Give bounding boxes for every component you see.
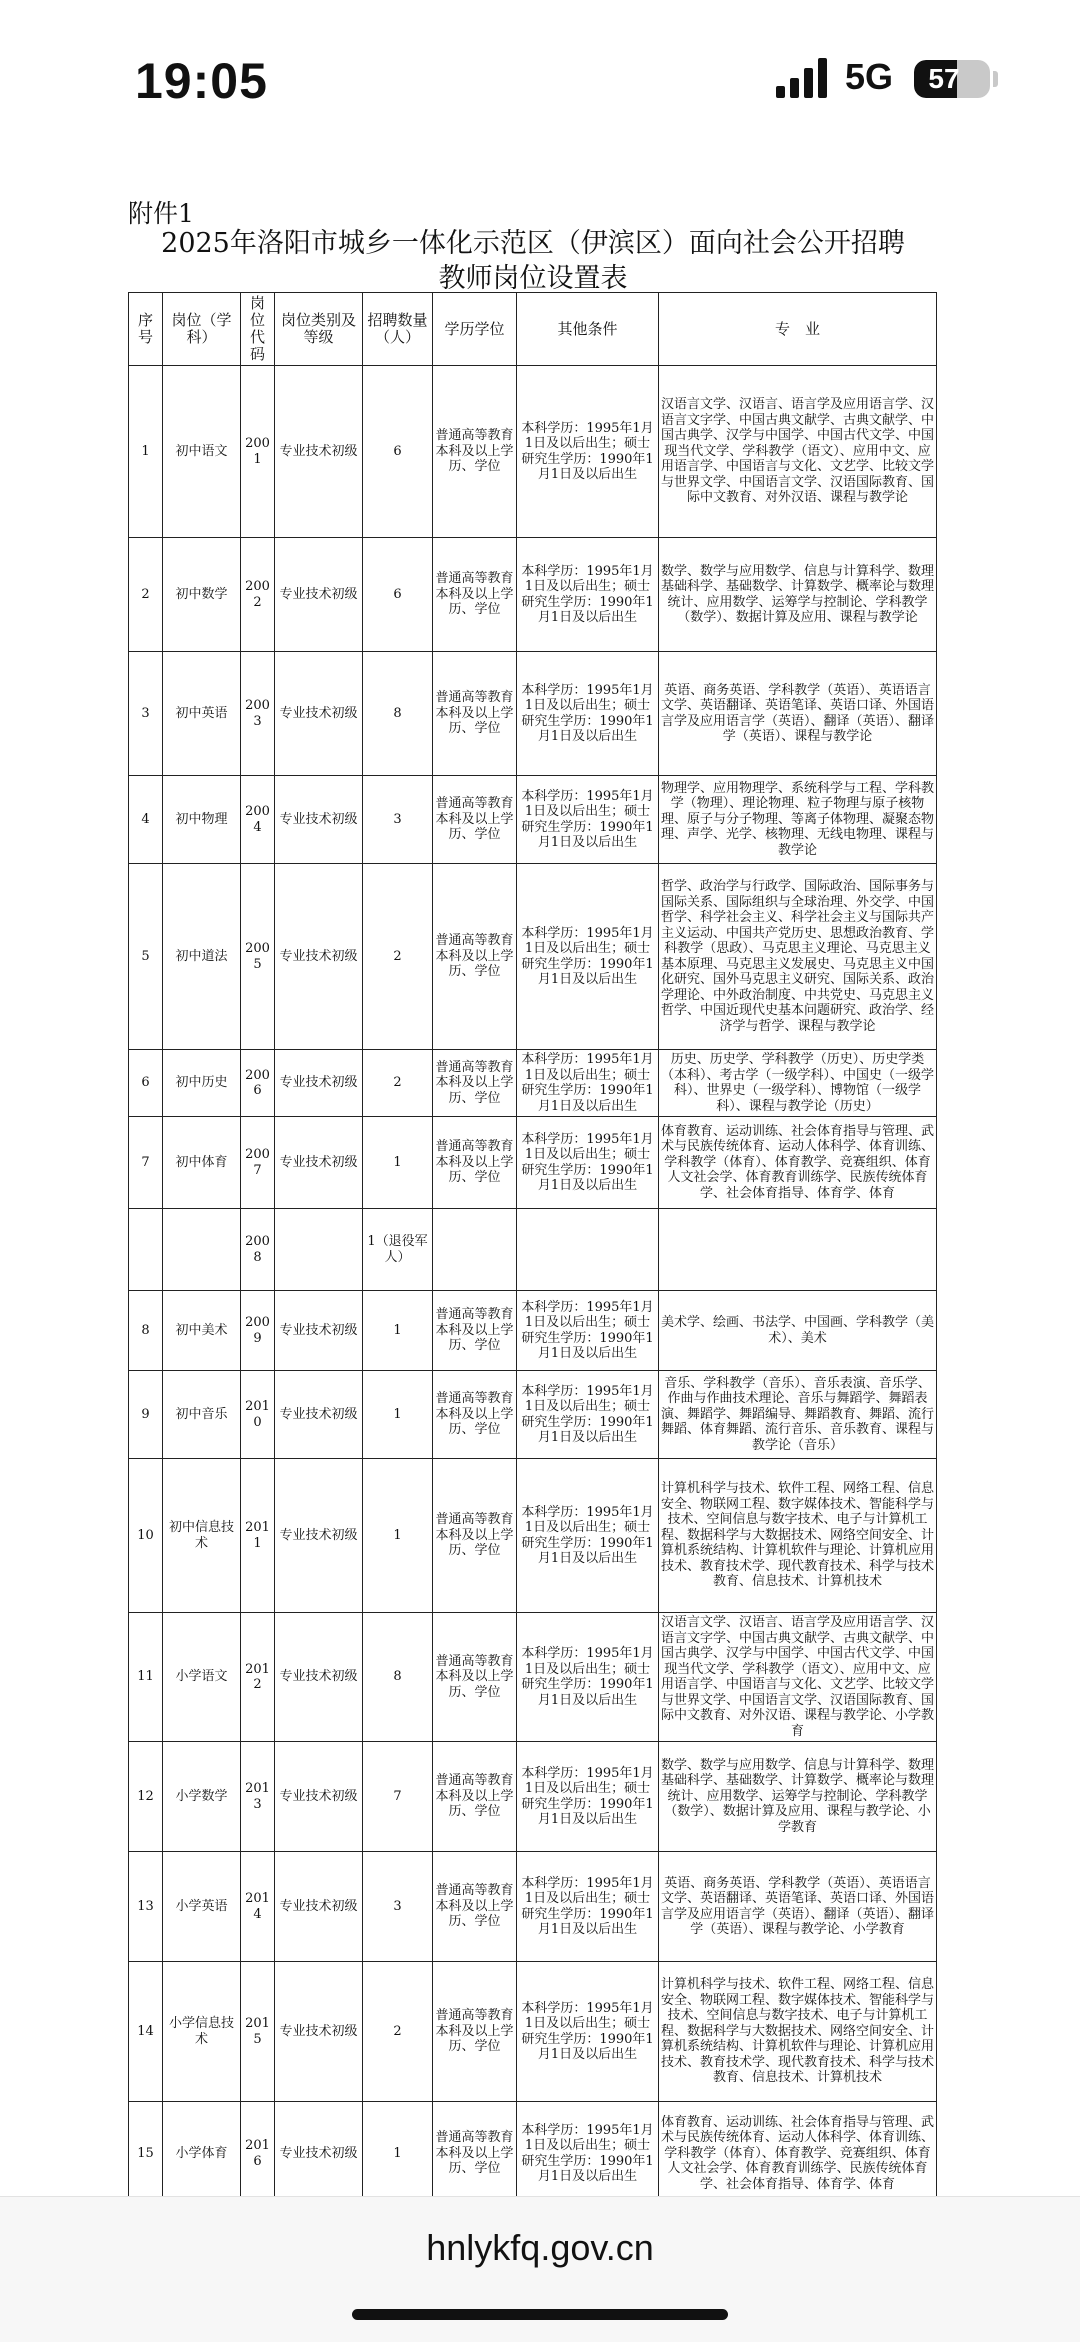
- cell-count: 6: [363, 538, 433, 652]
- cell-other: 本科学历：1995年1月1日及以后出生；硕士研究生学历：1990年1月1日及以后出生: [517, 1117, 659, 1209]
- network-label: 5G: [845, 56, 894, 97]
- cell-major: 计算机科学与技术、软件工程、网络工程、信息安全、物联网工程、数字媒体技术、智能科学与技术、空间信息与数字技术、电子与计算机工程、数据科学与大数据技术、网络空间安全、计算机系统结构、计算机软件与理论、计算机应用技术、教育技术学、现代教育技术、科学与技术教育、信息技术、计算机技术: [659, 1459, 937, 1613]
- cell-major: 数学、数学与应用数学、信息与计算科学、数理基础科学、基础数学、计算数学、概率论与数理统计、应用数学、运筹学与控制论、学科教学（数学）、数据计算及应用、课程与教学论: [659, 538, 937, 652]
- home-indicator[interactable]: [352, 2309, 728, 2320]
- cell-major: 英语、商务英语、学科教学（英语）、英语语言文学、英语翻译、英语笔译、英语口译、外国语言学及应用语言学（英语）、翻译（英语）、翻译学（英语）、课程与教学论: [659, 652, 937, 776]
- cell-category: 专业技术初级: [275, 366, 363, 538]
- header-post: 岗位（学科）: [163, 293, 241, 366]
- cell-seq: 12: [129, 1742, 163, 1852]
- cell-edu: 普通高等教育本科及以上学历、学位: [433, 1962, 517, 2102]
- cell-seq: 1: [129, 366, 163, 538]
- cell-other: 本科学历：1995年1月1日及以后出生；硕士研究生学历：1990年1月1日及以后出生: [517, 1852, 659, 1962]
- cell-count: 2: [363, 1050, 433, 1117]
- cell-category: 专业技术初级: [275, 1613, 363, 1742]
- cell-edu: 普通高等教育本科及以上学历、学位: [433, 1459, 517, 1613]
- cell-count: 6: [363, 366, 433, 538]
- cell-category: 专业技术初级: [275, 652, 363, 776]
- table-row: [129, 652, 937, 776]
- cell-post: 初中美术: [163, 1291, 241, 1371]
- table-row: [129, 1852, 937, 1962]
- attachment-label: 附件1: [128, 199, 194, 228]
- table-row: [129, 1962, 937, 2102]
- cell-edu: 普通高等教育本科及以上学历、学位: [433, 776, 517, 864]
- cell-edu: 普通高等教育本科及以上学历、学位: [433, 1117, 517, 1209]
- positions-table: [128, 292, 937, 2206]
- cell-other: 本科学历：1995年1月1日及以后出生；硕士研究生学历：1990年1月1日及以后出生: [517, 1962, 659, 2102]
- cell-seq: 14: [129, 1962, 163, 2102]
- url-text[interactable]: hnlykfq.gov.cn: [426, 2227, 654, 2268]
- cell-category: 专业技术初级: [275, 864, 363, 1050]
- cell-edu: 普通高等教育本科及以上学历、学位: [433, 652, 517, 776]
- cell-major: 美术学、绘画、书法学、中国画、学科教学（美术）、美术: [659, 1291, 937, 1371]
- cell-post: 初中音乐: [163, 1371, 241, 1459]
- battery-level: 57: [928, 63, 960, 94]
- cell-major: 体育教育、运动训练、社会体育指导与管理、武术与民族传统体育、运动人体科学、体育训练、学科教学（体育）、体育教学、竞赛组织、体育人文社会学、体育教育训练学、民族传统体育学、社会体育指导、体育学、体育: [659, 2102, 937, 2206]
- cell-major: 历史、历史学、学科教学（历史）、历史学类（本科）、考古学（一级学科）、中国史（一级学科）、世界史（一级学科）、博物馆（一级学科）、课程与教学论（历史）: [659, 1050, 937, 1117]
- cell-category: 专业技术初级: [275, 1117, 363, 1209]
- cell-category: 专业技术初级: [275, 1459, 363, 1613]
- cell-other: [517, 1209, 659, 1291]
- cell-count: 1: [363, 1291, 433, 1371]
- cell-edu: 普通高等教育本科及以上学历、学位: [433, 1371, 517, 1459]
- cell-seq: 9: [129, 1371, 163, 1459]
- cell-code: 2002: [241, 538, 275, 652]
- cell-category: [275, 1209, 363, 1291]
- cell-edu: 普通高等教育本科及以上学历、学位: [433, 1050, 517, 1117]
- header-category: 岗位类别及等级: [275, 293, 363, 366]
- cell-count: 7: [363, 1742, 433, 1852]
- cell-other: 本科学历：1995年1月1日及以后出生；硕士研究生学历：1990年1月1日及以后出生: [517, 366, 659, 538]
- cell-edu: 普通高等教育本科及以上学历、学位: [433, 2102, 517, 2206]
- table-row: [129, 366, 937, 538]
- cell-seq: 4: [129, 776, 163, 864]
- table-row: [129, 1209, 937, 1291]
- battery-nub: [993, 71, 998, 87]
- cell-major: 汉语言文学、汉语言、语言学及应用语言学、汉语言文字学、中国古典文献学、古典文献学、中国古典学、汉学与中国学、中国古代文学、中国现当代文学、学科教学（语文）、应用中文、应用语言学、中国语言与文化、文艺学、比较文学与世界文学、中国语言文学、汉语国际教育、国际中文教育、对外汉语、课程与教学论、小学教育: [659, 1613, 937, 1742]
- table-row: [129, 538, 937, 652]
- cell-edu: 普通高等教育本科及以上学历、学位: [433, 366, 517, 538]
- cell-code: 2015: [241, 1962, 275, 2102]
- cell-other: 本科学历：1995年1月1日及以后出生；硕士研究生学历：1990年1月1日及以后出生: [517, 1613, 659, 1742]
- battery-icon: [914, 60, 990, 98]
- table-row: [129, 2102, 937, 2206]
- cell-code: 2009: [241, 1291, 275, 1371]
- document-title: [128, 226, 938, 296]
- cell-edu: 普通高等教育本科及以上学历、学位: [433, 1291, 517, 1371]
- table-row: [129, 1742, 937, 1852]
- cell-major: 哲学、政治学与行政学、国际政治、国际事务与国际关系、国际组织与全球治理、外交学、中国哲学、科学社会主义、科学社会主义与国际共产主义运动、中国共产党历史、思想政治教育、学科教学（思政）、马克思主义理论、马克思主义基本原理、马克思主义发展史、马克思主义中国化研究、国外马克思主义研究、国际关系、政治学理论、中外政治制度、中共党史、马克思主义哲学、中国近现代史基本问题研究、政治学、经济学与哲学、课程与教学论: [659, 864, 937, 1050]
- cell-major: 音乐、学科教学（音乐）、音乐表演、音乐学、作曲与作曲技术理论、音乐与舞蹈学、舞蹈表演、舞蹈学、舞蹈编导、舞蹈教育、舞蹈、流行舞蹈、体育舞蹈、流行音乐、音乐教育、课程与教学论（音乐）: [659, 1371, 937, 1459]
- cell-other: 本科学历：1995年1月1日及以后出生；硕士研究生学历：1990年1月1日及以后出生: [517, 538, 659, 652]
- cell-post: 初中信息技术: [163, 1459, 241, 1613]
- cell-edu: 普通高等教育本科及以上学历、学位: [433, 1852, 517, 1962]
- cell-category: 专业技术初级: [275, 538, 363, 652]
- table-row: [129, 1459, 937, 1613]
- cell-category: 专业技术初级: [275, 2102, 363, 2206]
- cell-count: 3: [363, 1852, 433, 1962]
- cell-code: 2004: [241, 776, 275, 864]
- cell-category: 专业技术初级: [275, 1371, 363, 1459]
- title-line-2: 教师岗位设置表: [438, 263, 628, 294]
- cell-category: 专业技术初级: [275, 1962, 363, 2102]
- cell-category: 专业技术初级: [275, 1291, 363, 1371]
- cell-major: 数学、数学与应用数学、信息与计算科学、数理基础科学、基础数学、计算数学、概率论与数理统计、应用数学、运筹学与控制论、学科教学（数学）、数据计算及应用、课程与教学论、小学教育: [659, 1742, 937, 1852]
- cell-seq: 3: [129, 652, 163, 776]
- cell-count: 8: [363, 652, 433, 776]
- cell-post: 小学信息技术: [163, 1962, 241, 2102]
- header-code: 岗位代码: [241, 293, 275, 366]
- cell-other: 本科学历：1995年1月1日及以后出生；硕士研究生学历：1990年1月1日及以后出生: [517, 1291, 659, 1371]
- cell-code: 2008: [241, 1209, 275, 1291]
- cell-other: 本科学历：1995年1月1日及以后出生；硕士研究生学历：1990年1月1日及以后出生: [517, 864, 659, 1050]
- table-row: [129, 1291, 937, 1371]
- cell-post: 初中语文: [163, 366, 241, 538]
- cell-major: [659, 1209, 937, 1291]
- cell-count: 2: [363, 1962, 433, 2102]
- cell-seq: 10: [129, 1459, 163, 1613]
- header-count: 招聘数量（人）: [363, 293, 433, 366]
- cell-post: 初中数学: [163, 538, 241, 652]
- cell-category: 专业技术初级: [275, 1742, 363, 1852]
- cell-edu: 普通高等教育本科及以上学历、学位: [433, 538, 517, 652]
- cell-code: 2010: [241, 1371, 275, 1459]
- table-header-row: [129, 293, 937, 366]
- cell-other: 本科学历：1995年1月1日及以后出生；硕士研究生学历：1990年1月1日及以后出生: [517, 1459, 659, 1613]
- cell-seq: [129, 1209, 163, 1291]
- cell-post: 初中道法: [163, 864, 241, 1050]
- cell-other: 本科学历：1995年1月1日及以后出生；硕士研究生学历：1990年1月1日及以后出生: [517, 776, 659, 864]
- cell-code: 2012: [241, 1613, 275, 1742]
- cell-seq: 13: [129, 1852, 163, 1962]
- cell-edu: 普通高等教育本科及以上学历、学位: [433, 864, 517, 1050]
- cell-edu: 普通高等教育本科及以上学历、学位: [433, 1613, 517, 1742]
- cell-other: 本科学历：1995年1月1日及以后出生；硕士研究生学历：1990年1月1日及以后出生: [517, 1742, 659, 1852]
- cell-major: 英语、商务英语、学科教学（英语）、英语语言文学、英语翻译、英语笔译、英语口译、外国语言学及应用语言学（英语）、翻译（英语）、翻译学（英语）、课程与教学论、小学教育: [659, 1852, 937, 1962]
- cell-seq: 2: [129, 538, 163, 652]
- cell-seq: 5: [129, 864, 163, 1050]
- cell-post: 初中体育: [163, 1117, 241, 1209]
- cell-post: 小学英语: [163, 1852, 241, 1962]
- cell-count: 1（退役军人）: [363, 1209, 433, 1291]
- header-seq: 序号: [129, 293, 163, 366]
- table-row: [129, 1613, 937, 1742]
- cell-count: 8: [363, 1613, 433, 1742]
- cell-seq: 15: [129, 2102, 163, 2206]
- cell-other: 本科学历：1995年1月1日及以后出生；硕士研究生学历：1990年1月1日及以后出生: [517, 1050, 659, 1117]
- cell-seq: 8: [129, 1291, 163, 1371]
- cell-post: 小学数学: [163, 1742, 241, 1852]
- cell-code: 2006: [241, 1050, 275, 1117]
- cell-count: 2: [363, 864, 433, 1050]
- cell-code: 2014: [241, 1852, 275, 1962]
- header-major: 专 业: [659, 293, 937, 366]
- cell-post: 小学体育: [163, 2102, 241, 2206]
- cell-category: 专业技术初级: [275, 776, 363, 864]
- cell-major: 计算机科学与技术、软件工程、网络工程、信息安全、物联网工程、数字媒体技术、智能科学与技术、空间信息与数字技术、电子与计算机工程、数据科学与大数据技术、网络空间安全、计算机系统结构、计算机软件与理论、计算机应用技术、教育技术学、现代教育技术、科学与技术教育、信息技术、计算机技术: [659, 1962, 937, 2102]
- browser-url-bar[interactable]: [0, 2196, 1080, 2342]
- cell-post: 小学语文: [163, 1613, 241, 1742]
- cell-count: 1: [363, 1117, 433, 1209]
- table-row: [129, 776, 937, 864]
- table-row: [129, 864, 937, 1050]
- cell-post: 初中物理: [163, 776, 241, 864]
- cell-code: 2005: [241, 864, 275, 1050]
- cell-edu: 普通高等教育本科及以上学历、学位: [433, 1742, 517, 1852]
- cell-code: 2011: [241, 1459, 275, 1613]
- cell-major: 汉语言文学、汉语言、语言学及应用语言学、汉语言文字学、中国古典文献学、古典文献学、中国古典学、汉学与中国学、中国古代文学、中国现当代文学、学科教学（语文）、应用中文、应用语言学、中国语言与文化、文艺学、比较文学与世界文学、中国语言文学、汉语国际教育、国际中文教育、对外汉语、课程与教学论: [659, 366, 937, 538]
- cell-code: 2013: [241, 1742, 275, 1852]
- cell-count: 1: [363, 1371, 433, 1459]
- cell-code: 2003: [241, 652, 275, 776]
- cell-count: 1: [363, 1459, 433, 1613]
- cell-count: 3: [363, 776, 433, 864]
- cell-seq: 7: [129, 1117, 163, 1209]
- cell-major: 物理学、应用物理学、系统科学与工程、学科教学（物理）、理论物理、粒子物理与原子核物理、原子与分子物理、等离子体物理、凝聚态物理、声学、光学、核物理、无线电物理、课程与教学论: [659, 776, 937, 864]
- cell-major: 体育教育、运动训练、社会体育指导与管理、武术与民族传统体育、运动人体科学、体育训练、学科教学（体育）、体育教学、竞赛组织、体育人文社会学、体育教育训练学、民族传统体育学、社会体育指导、体育学、体育: [659, 1117, 937, 1209]
- status-bar: [0, 0, 1080, 150]
- cell-post: 初中历史: [163, 1050, 241, 1117]
- cell-seq: 6: [129, 1050, 163, 1117]
- cell-category: 专业技术初级: [275, 1050, 363, 1117]
- cell-code: 2001: [241, 366, 275, 538]
- signal-icon: [776, 58, 830, 98]
- table-row: [129, 1050, 937, 1117]
- cell-category: 专业技术初级: [275, 1852, 363, 1962]
- header-other: 其他条件: [517, 293, 659, 366]
- cell-edu: [433, 1209, 517, 1291]
- table-row: [129, 1371, 937, 1459]
- header-edu: 学历学位: [433, 293, 517, 366]
- title-line-1: 2025年洛阳市城乡一体化示范区（伊滨区）面向社会公开招聘: [161, 228, 905, 259]
- cell-post: [163, 1209, 241, 1291]
- table-row: [129, 1117, 937, 1209]
- cell-post: 初中英语: [163, 652, 241, 776]
- cell-count: 1: [363, 2102, 433, 2206]
- status-time: 19:05: [135, 53, 268, 109]
- cell-code: 2016: [241, 2102, 275, 2206]
- cell-other: 本科学历：1995年1月1日及以后出生；硕士研究生学历：1990年1月1日及以后出生: [517, 2102, 659, 2206]
- cell-seq: 11: [129, 1613, 163, 1742]
- cell-code: 2007: [241, 1117, 275, 1209]
- cell-other: 本科学历：1995年1月1日及以后出生；硕士研究生学历：1990年1月1日及以后出生: [517, 652, 659, 776]
- cell-other: 本科学历：1995年1月1日及以后出生；硕士研究生学历：1990年1月1日及以后出生: [517, 1371, 659, 1459]
